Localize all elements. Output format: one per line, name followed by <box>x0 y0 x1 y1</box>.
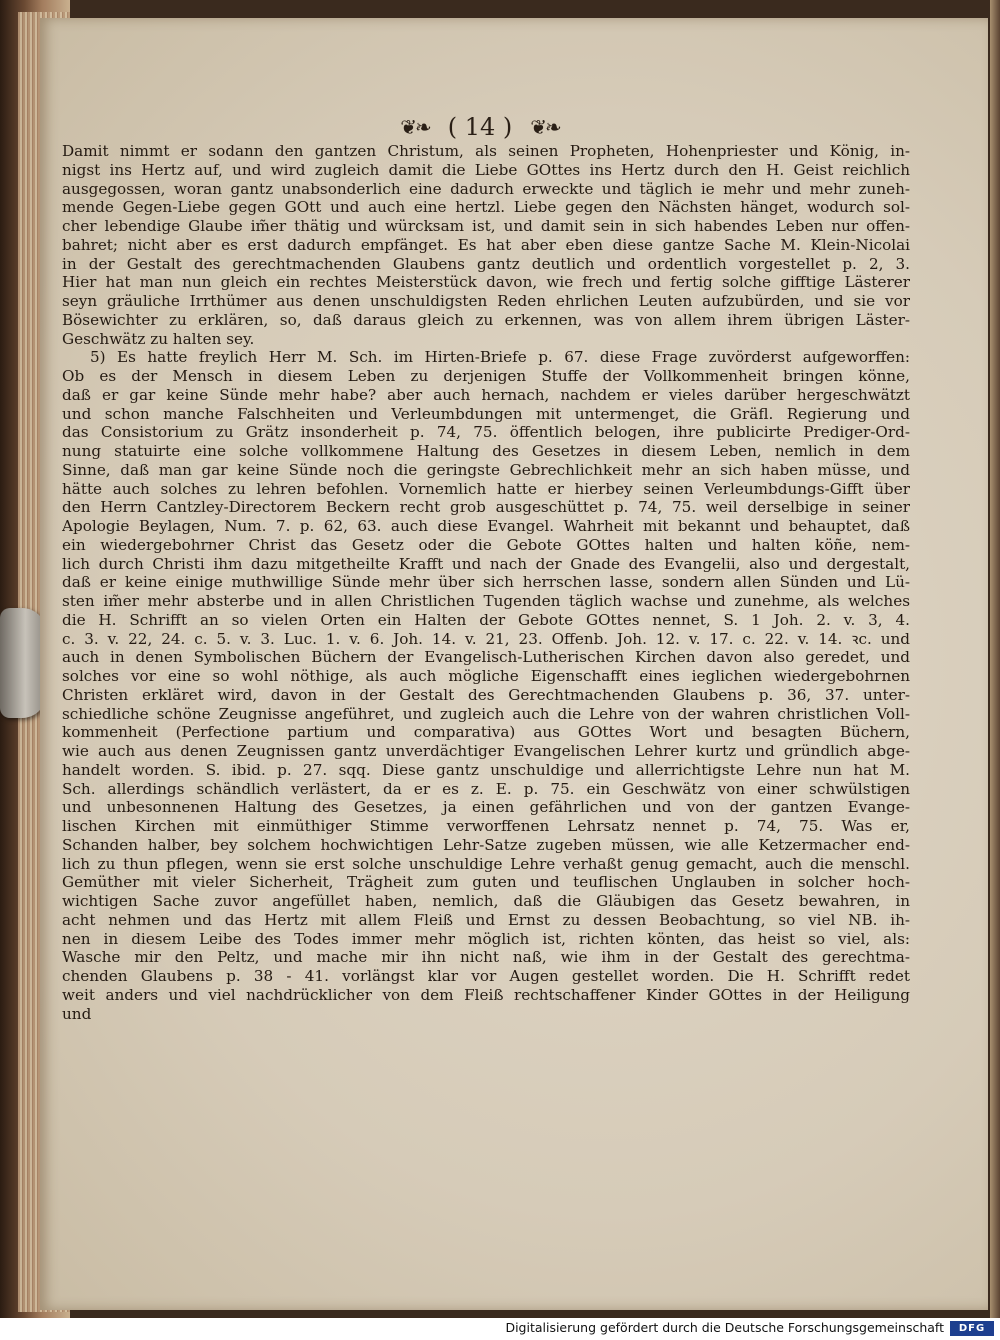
text-line: handelt worden. S. ibid. p. 27. sqq. Diese gantz unschuldige und allerrichtigste Lehre nun hat M. <box>62 760 910 779</box>
text-line: Sch. allerdings schändlich verlästert, da er es z. E. p. 75. ein Geschwätz von einer schwülstigen <box>62 779 910 798</box>
text-line: auch in denen Symbolischen Büchern der Evangelisch-Lutherischen Kirchen davon also geredet, und <box>62 648 910 667</box>
text-line: daß er gar keine Sünde mehr habe? aber auch hernach, nachdem er vieles darüber hergeschwätzt <box>62 385 910 404</box>
ornament-left-icon: ❦❧ <box>400 115 430 139</box>
text-line: wichtigen Sache zuvor angefüllet haben, nemlich, daß die Gläubigen das Gesetz bewahren, in <box>62 892 910 910</box>
footer-credit: Digitalisierung gefördert durch die Deutsche Forschungsgemeinschaft <box>505 1320 944 1335</box>
text-line: und <box>62 1004 92 1023</box>
text-line: den Herrn Cantzley-Directorem Beckern recht grob ausgeschüttet p. 74, 75. weil derselbige in seiner <box>62 498 910 517</box>
text-line: acht nehmen und das Hertz mit allem Fleiß und Ernst zu dessen Beobachtung, so viel NB. ih- <box>62 910 910 929</box>
text-line: solches vor eine so wohl nöthige, als auch mögliche Eigenschafft eines ieglichen wiedergebohrnen <box>62 667 910 685</box>
text-line: Gemüther mit vieler Sicherheit, Trägheit zum guten und teuflischen Unglauben in solcher hoch- <box>62 873 910 892</box>
page-number: ( 14 ) <box>447 113 513 141</box>
text-line: wie auch aus denen Zeugnissen gantz unverdächtiger Evangelischen Lehrer kurtz und gründlich abge- <box>62 742 910 760</box>
text-line: weit anders und viel nachdrücklicher von dem Fleiß rechtschaffener Kinder GOttes in der Heiligung <box>62 985 910 1004</box>
text-line: Ob es der Mensch in diesem Leben zu derjenigen Stuffe der Vollkommenheit bringen könne, <box>62 367 910 385</box>
text-line: Damit nimmt er sodann den gantzen Christum, als seinen Propheten, Hohenpriester und König, in- <box>62 142 910 160</box>
text-line: Wasche mir den Peltz, und mache mir ihn nicht naß, wie ihm in der Gestalt des gerechtma- <box>62 948 910 967</box>
text-line: nigst ins Hertz auf, und wird zugleich damit die Liebe GOttes ins Hertz durch den H. Geist reichlich <box>62 160 910 179</box>
text-line: lich zu thun pflegen, wenn sie erst solche unschuldige Lehre verhaßt genug gemacht, auch die menschl. <box>62 854 910 873</box>
text-line: bahret; nicht aber es erst dadurch empfänget. Es hat aber eben diese gantze Sache M. Klein-Nicolai <box>62 235 910 254</box>
text-line: die H. Schrifft an so vielen Orten ein Halten der Gebote GOttes nennet, S. 1 Joh. 2. v. 3, 4. <box>62 610 910 629</box>
text-line: Bösewichter zu erklären, so, daß daraus gleich zu erkennen, was von allem ihrem übrigen Läster- <box>62 310 910 329</box>
text-line: cher lebendige Glaube im̃er thätig und würcksam ist, und damit sein in sich habendes Leben nur offen- <box>62 217 910 235</box>
text-line: Schanden halber, bey solchem hochwichtigen Lehr-Satze zugeben müssen, wie alle Ketzermacher end- <box>62 835 910 854</box>
text-line: Geschwätz zu halten sey. <box>62 329 255 348</box>
text-line: das Consistorium zu Grätz insonderheit p. 74, 75. öffentlich belogen, ihre publicirte Prediger-Ord- <box>62 423 910 442</box>
text-line: Hier hat man nun gleich ein rechtes Meisterstück davon, wie frech und fertig solche gifftige Lästerer <box>62 273 910 292</box>
text-line: hätte auch solches zu lehren befohlen. Vornemlich hatte er hierbey seinen Verleumbdungs-Gifft über <box>62 479 910 498</box>
text-line: ausgegossen, woran gantz unabsonderlich eine dadurch erweckte und täglich ie mehr und mehr zuneh- <box>62 179 910 198</box>
dfg-logo-icon: DFG <box>950 1321 994 1336</box>
text-line: sten im̃er mehr absterbe und in allen Christlichen Tugenden täglich wachse und zunehme, als welches <box>62 592 910 610</box>
text-line: 5) Es hatte freylich Herr M. Sch. im Hirten-Briefe p. 67. diese Frage zuvörderst aufgeworffen: <box>90 348 910 367</box>
text-line: seyn gräuliche Irrthümer aus denen unschuldigsten Reden ehrlichen Leuten aufzubürden, und sie vor <box>62 292 910 310</box>
text-line: Apologie Beylagen, Num. 7. p. 62, 63. auch diese Evangel. Wahrheit mit bekannt und behauptet, daß <box>62 517 910 535</box>
text-line: daß er keine einige muthwillige Sünde mehr über sich herrschen lasse, sondern allen Sünden und Lü- <box>62 573 910 592</box>
text-line: und schon manche Falschheiten und Verleumbdungen mit untermenget, die Gräfl. Regierung und <box>62 404 910 423</box>
text-line: ein wiedergebohrner Christ das Gesetz oder die Gebote GOttes halten und halten köñe, nem- <box>62 535 910 554</box>
right-page-edge <box>990 0 1000 1318</box>
text-line: nen in diesem Leibe des Todes immer mehr möglich ist, richten könten, das heist so viel, als: <box>62 929 910 948</box>
text-line: chenden Glaubens p. 38 - 41. vorlängst klar vor Augen gestellet worden. Die H. Schrifft redet <box>62 967 910 985</box>
text-line: Sinne, daß man gar keine Sünde noch die geringste Gebrechlichkeit mehr an sich haben müsse, und <box>62 460 910 479</box>
digitization-footer <box>0 1318 1000 1340</box>
text-line: lischen Kirchen mit einmüthiger Stimme verworffenen Lehrsatz nennet p. 74, 75. Was er, <box>62 817 910 835</box>
text-line: nung statuirte eine solche vollkommene Haltung des Gesetzes in diesem Leben, nemlich in dem <box>62 442 910 460</box>
text-line: in der Gestalt des gerechtmachenden Glaubens gantz deutlich und ordentlich vorgestellet p. 2, 3. <box>62 254 910 273</box>
text-line: kommenheit (Perfectione partium und comparativa) aus GOttes Wort und besagten Büchern, <box>62 723 910 742</box>
text-line: Christen erkläret wird, davon in der Gestalt des Gerechtmachenden Glaubens p. 36, 37. unter- <box>62 685 910 704</box>
text-line: und unbesonnenen Haltung des Gesetzes, ja einen gefährlichen und von der gantzen Evange- <box>62 798 910 817</box>
text-line: schiedliche schöne Zeugnisse angeführet, und zugleich auch die Lehre von der wahren christlichen Voll- <box>62 704 910 723</box>
page-body-text <box>62 142 910 1023</box>
page-header <box>340 112 620 142</box>
text-line: lich durch Christi ihm dazu mitgetheilte Krafft und nach der Gnade des Evangelii, also und dergestalt, <box>62 554 910 573</box>
ornament-right-icon: ❦❧ <box>530 115 560 139</box>
text-line: c. 3. v. 22, 24. c. 5. v. 3. Luc. 1. v. 6. Joh. 14. v. 21, 23. Offenb. Joh. 12. v. 17. c. 22. v. 14. ꝛc. und <box>62 629 910 648</box>
text-line: mende Gegen-Liebe gegen GOtt und auch eine hertzl. Liebe gegen den Nächsten hänget, wodurch sol- <box>62 198 910 217</box>
